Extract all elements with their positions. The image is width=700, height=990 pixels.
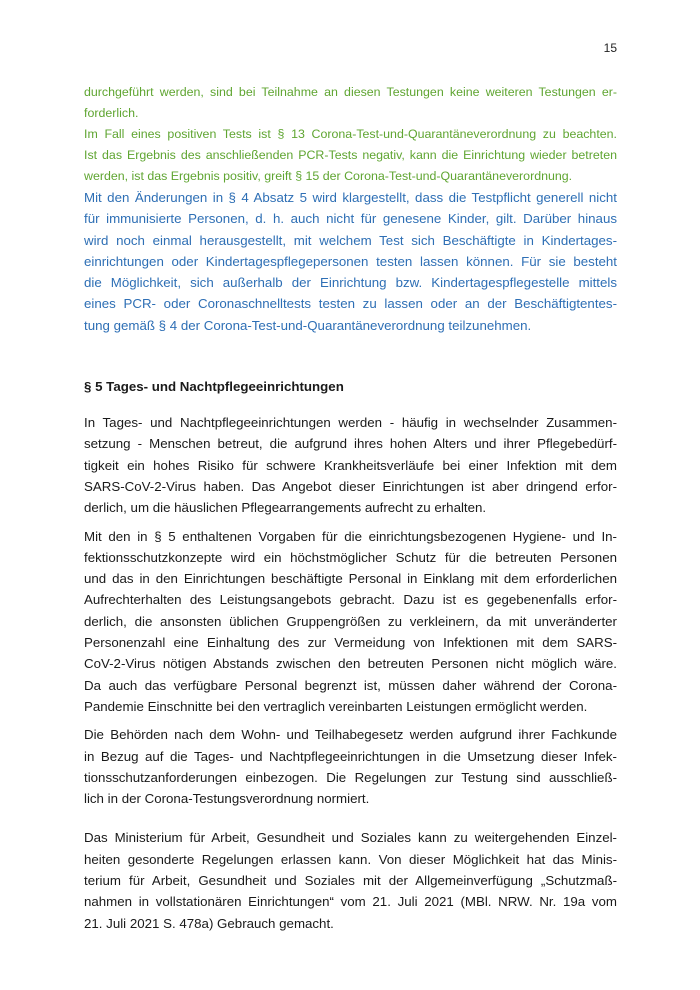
text-line: wird noch einmal herausgestellt, mit welchem Test sich Beschäftigte in Kindertages- [84, 232, 617, 248]
text-line: heiten gesonderte Regelungen erlassen kann. Von dieser Möglichkeit hat das Minis- [84, 851, 617, 867]
text-line: Aufrechterhalten des Leistungsangebots gebracht. Dazu ist es gegebenenfalls erfor- [84, 592, 617, 608]
text-line: Ist das Ergebnis des anschließenden PCR-Tests negativ, kann die Einrichtung wieder betreten [84, 148, 617, 162]
paragraph-1 [84, 412, 617, 518]
text-line: tigkeit ein hohes Risiko für schwere Krankheitsverläufe bei einer Infektion mit dem [84, 457, 617, 473]
text-line: Im Fall eines positiven Tests ist § 13 Corona-Test-und-Quarantäneverordnung zu beachten. [84, 127, 617, 141]
text-line: terium für Arbeit, Gesundheit und Soziales mit der Allgemeinverfügung „Schutzmaß- [84, 873, 617, 889]
text-line: nahmen in vollstationären Einrichtungen“ vom 21. Juli 2021 (MBl. NRW. Nr. 19a vom [84, 894, 617, 910]
text-line: tionsschutzanforderungen einbezogen. Die Regelungen zur Testung sind ausschließ- [84, 769, 617, 785]
text-line: und das in den Einrichtungen beschäftigte Personal in Einklang mit dem erforderlichen [84, 571, 617, 587]
section-heading: § 5 Tages- und Nachtpflegeeinrichtungen [84, 379, 344, 395]
text-line: in Bezug auf die Tages- und Nachtpflegeeinrichtungen in die Umsetzung dieser Infek- [84, 748, 617, 764]
text-line: 21. Juli 2021 S. 478a) Gebrauch gemacht. [84, 915, 334, 931]
text-line: Personenzahl eine Einhaltung des zur Vermeidung von Infektionen mit dem SARS- [84, 635, 617, 651]
text-line: Das Ministerium für Arbeit, Gesundheit und Soziales kann zu weitergehenden Einzel- [84, 830, 617, 846]
text-line: Da auch das verfügbare Personal begrenzt ist, müssen daher während der Corona- [84, 677, 617, 693]
text-line: tung gemäß § 4 der Corona-Test-und-Quarantäneverordnung teilzunehmen. [84, 317, 532, 333]
text-line: derlich, um die häuslichen Pflegearrangements aufrecht zu erhalten. [84, 500, 487, 516]
text-line: durchgeführt werden, sind bei Teilnahme an diesen Testungen keine weiteren Testungen er- [84, 85, 617, 99]
text-line: für immunisierte Personen, d. h. auch nicht für genesene Kinder, gilt. Darüber hinaus [84, 211, 617, 227]
paragraph-2 [84, 526, 617, 718]
text-line: derlich, die ansonsten üblichen Gruppengrößen zu verkleinern, da mit unveränderter [84, 613, 617, 629]
text-line: Mit den Änderungen in § 4 Absatz 5 wird klargestellt, dass die Testpflicht generell nicht [84, 190, 617, 205]
text-line: Die Behörden nach dem Wohn- und Teilhabegesetz werden aufgrund ihrer Fachkunde [84, 727, 617, 743]
document-body [84, 82, 617, 941]
page-number: 15 [603, 41, 617, 55]
text-line: SARS-CoV-2-Virus haben. Das Angebot dieser Einrichtungen ist aber dringend erfor- [84, 478, 617, 494]
paragraph-3 [84, 724, 617, 809]
blue-text-block [84, 187, 617, 336]
text-line: Pandemie Einschnitte bei den vertraglich vereinbarten Leistungen ermöglicht werden. [84, 698, 588, 714]
text-line: forderlich. [84, 106, 139, 120]
text-line: eines PCR- oder Coronaschnelltests testen zu lassen oder an der Beschäftigtentes- [84, 296, 617, 312]
paragraph-4 [84, 827, 617, 933]
text-line: Mit den in § 5 enthaltenen Vorgaben für die einrichtungsbezogenen Hygiene- und In- [84, 528, 617, 544]
green-text-block [84, 82, 617, 187]
text-line: lich in der Corona-Testungsverordnung normiert. [84, 791, 370, 807]
text-line: In Tages- und Nachtpflegeeinrichtungen werden - häufig in wechselnder Zusammen- [84, 415, 617, 431]
text-line: einrichtungen oder Kindertagespflegepersonen testen lassen können. Für sie besteht [84, 253, 617, 269]
text-line: setzung - Menschen betreut, die aufgrund ihres hohen Alters und ihrer Pflegebedürf- [84, 436, 617, 452]
text-line: CoV-2-Virus nötigen Abstands zwischen den betreuten Personen nicht möglich wäre. [84, 656, 617, 672]
text-line: die Möglichkeit, sich außerhalb der Einrichtung bzw. Kindertagespflegestelle mittels [84, 275, 617, 291]
text-line: fektionsschutzkonzepte wird ein höchstmöglicher Schutz für die betreuten Personen [84, 549, 617, 565]
text-line: werden, ist das Ergebnis positiv, greift § 15 der Corona-Test-und-Quarantäneverordnung. [84, 169, 573, 183]
